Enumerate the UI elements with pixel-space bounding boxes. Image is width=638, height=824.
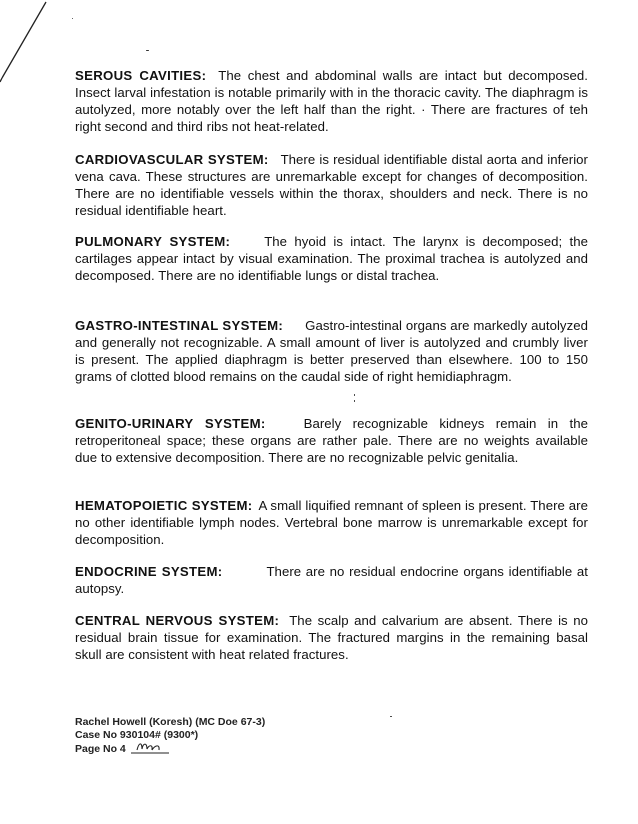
section-body: A small liquified remnant of spleen is present. There are no other identifiable lymph nodes. Vertebral bone marrow is unremarkable except for decomposition. (75, 498, 588, 547)
footer-page-number: Page No 4 (75, 743, 126, 755)
section-heading: HEMATOPOIETIC SYSTEM: (75, 498, 253, 513)
section-heading: CENTRAL NERVOUS SYSTEM: (75, 613, 280, 628)
section-pulmonary-system (75, 233, 588, 284)
scan-speck (354, 400, 355, 402)
section-body: There are no residual endocrine organs identifiable at autopsy. (75, 564, 588, 596)
scan-speck (390, 716, 392, 717)
section-heading: CARDIOVASCULAR SYSTEM: (75, 152, 269, 167)
section-heading: GENITO-URINARY SYSTEM: (75, 416, 266, 431)
section-cardiovascular-system (75, 151, 588, 219)
section-heading: ENDOCRINE SYSTEM: (75, 564, 223, 579)
section-endocrine-system (75, 563, 588, 597)
document-footer (75, 716, 265, 756)
footer-patient-line: Rachel Howell (Koresh) (MC Doe 67-3) (75, 716, 266, 728)
section-body: Barely recognizable kidneys remain in the retroperitoneal space; these organs are rather pale. There are no weights available due to extensive decomposition. There are no recognizable pelvic genitalia. (75, 416, 588, 465)
footer-page-line (75, 742, 265, 756)
section-heading: GASTRO-INTESTINAL SYSTEM: (75, 318, 284, 333)
section-heading: PULMONARY SYSTEM: (75, 234, 231, 249)
scan-speck (72, 18, 73, 19)
section-hematopoietic-system (75, 497, 588, 548)
handwritten-initials (129, 742, 171, 754)
section-gastro-intestinal-system (75, 317, 588, 385)
section-body: The scalp and calvarium are absent. There is no residual brain tissue for examination. The fractured margins in the remaining basal skull are consistent with heat related fractures. (75, 613, 588, 662)
section-heading: SEROUS CAVITIES: (75, 68, 207, 83)
section-body: The hyoid is intact. The larynx is decomposed; the cartilages appear intact by visual examination. The proximal trachea is autolyzed and decomposed. There are no identifiable lungs or distal trachea. (75, 234, 588, 283)
footer-case-line: Case No 930104# (9300*) (75, 729, 199, 741)
section-body: The chest and abdominal walls are intact but decomposed. Insect larval infestation is notable primarily with in the thoracic cavity. The diaphragm is autolyzed, more notably over the left half than the right. · There are fractures of teh right second and third ribs not heat-related. (75, 68, 589, 134)
section-body: Gastro-intestinal organs are markedly autolyzed and generally not recognizable. A small amount of liver is autolyzed and crumbly liver is present. The applied diaphragm is better preserved than elsewhere. 100 to 150 grams of clotted blood remains on the caudal side of right hemidiaphragm. (75, 318, 588, 384)
margin-scan-line (0, 0, 70, 90)
scan-speck (354, 394, 355, 396)
section-serous-cavities (75, 67, 588, 135)
scan-speck (146, 50, 149, 51)
section-genito-urinary-system (75, 415, 588, 466)
section-body: There is residual identifiable distal aorta and inferior vena cava. These structures are unremarkable except for changes of decomposition. There are no identifiable vessels within the thorax, shoulders and neck. There is no residual identifiable heart. (75, 152, 588, 218)
section-central-nervous-system (75, 612, 588, 663)
